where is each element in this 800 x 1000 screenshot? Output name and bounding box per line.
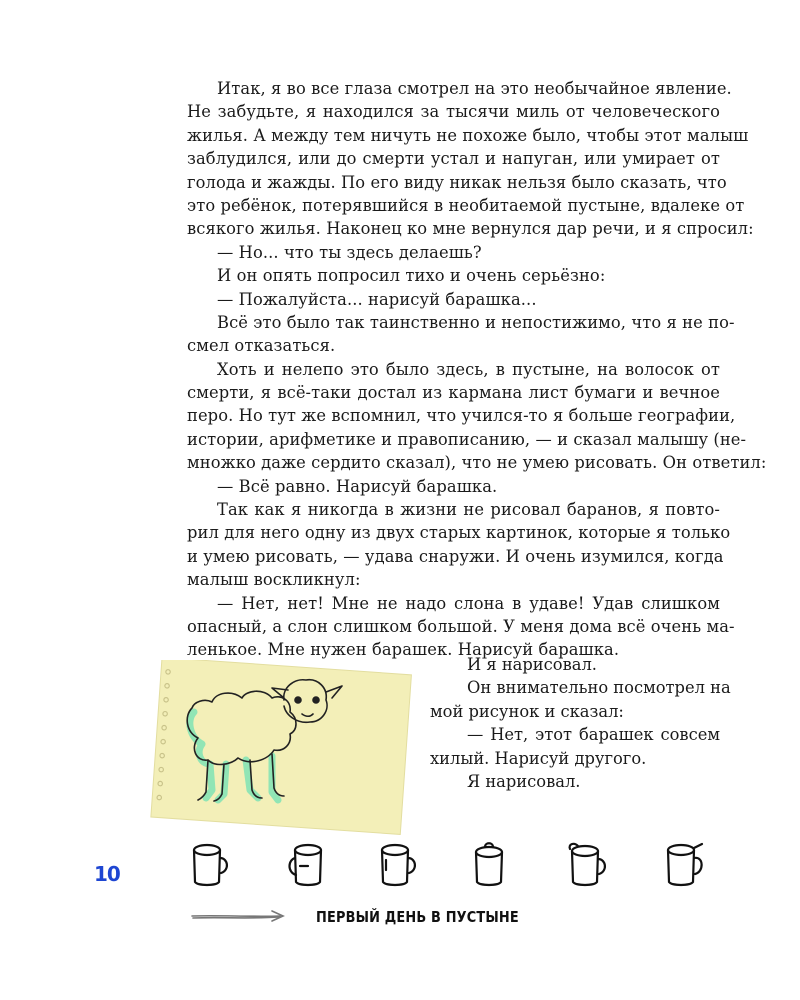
text-line: смел отказаться. <box>187 336 336 356</box>
mug-icon <box>566 840 612 890</box>
lamb-drawing <box>146 660 418 835</box>
paper-sheet <box>151 660 412 834</box>
text-line: перо. Но тут же вспомнил, что учился-то я больше географии, <box>187 406 736 426</box>
text-line: Итак, я во все глаза смотрел на это необычайное явление. <box>217 79 732 98</box>
chapter-title: ПЕРВЫЙ ДЕНЬ В ПУСТЫНЕ <box>316 908 519 926</box>
text-line: Не забудьте, я находился за тысячи миль от человеческого <box>187 102 720 122</box>
text-line: мой рисунок и сказал: <box>430 701 624 721</box>
mug-icon <box>376 840 422 890</box>
text-line: — Но... что ты здесь делаешь? <box>217 242 482 262</box>
text-line: Всё это было так таинственно и непостижимо, что я не по- <box>217 312 735 332</box>
text-line: это ребёнок, потерявшийся в необитаемой пустыне, вдалеке от <box>187 195 745 215</box>
text-line: голода и жажды. По его виду никак нельзя было сказать, что <box>187 172 727 192</box>
text-line: заблудился, или до смерти устал и напуган, или умирает от <box>187 149 720 169</box>
mug-icon <box>662 840 708 890</box>
text-line: — Нет, этот барашек совсем <box>467 725 720 745</box>
text-line: смерти, я всё-таки достал из кармана лист бумаги и вечное <box>187 383 720 403</box>
text-line: — Пожалуйста... нарисуй барашка... <box>217 289 537 309</box>
arrow-icon <box>190 908 290 924</box>
text-line: опасный, а слон слишком большой. У меня дома всё очень ма- <box>187 616 735 636</box>
text-line: ленькое. Мне нужен барашек. Нарисуй барашка. <box>187 640 620 660</box>
text-line: всякого жилья. Наконец ко мне вернулся дар речи, и я спросил: <box>187 219 754 239</box>
main-text <box>187 77 767 662</box>
text-line: хилый. Нарисуй другого. <box>430 748 647 768</box>
text-line: — Нет, нет! Мне не надо слона в удаве! Удав слишком <box>217 593 720 613</box>
text-line: Я нарисовал. <box>467 771 581 791</box>
page-number: 10 <box>94 862 120 886</box>
text-line: рил для него одну из двух старых картинок, которые я только <box>187 523 731 543</box>
text-line: истории, арифметике и правописанию, — и сказал малышу (не- <box>187 429 747 449</box>
text-line: Так как я никогда в жизни не рисовал баранов, я повто- <box>217 500 720 520</box>
text-line: и умею рисовать, — удава снаружи. И очень изумился, когда <box>187 546 724 566</box>
text-line: Хоть и нелепо это было здесь, в пустыне, на волосок от <box>217 359 720 379</box>
text-line: Он внимательно посмотрел на <box>467 678 731 698</box>
text-line: множко даже сердито сказал), что не умею рисовать. Он ответил: <box>187 453 767 473</box>
mug-icon <box>470 840 516 890</box>
mug-icon <box>188 840 234 890</box>
mug-icon <box>284 840 330 890</box>
text-line: — Всё равно. Нарисуй барашка. <box>217 476 498 496</box>
text-line: малыш воскликнул: <box>187 570 361 590</box>
wrapped-text <box>430 653 731 793</box>
text-line: И я нарисовал. <box>467 655 597 674</box>
text-line: жилья. А между тем ничуть не похоже было, чтобы этот малыш <box>187 125 749 145</box>
text-line: И он опять попросил тихо и очень серьёзно: <box>217 266 606 286</box>
